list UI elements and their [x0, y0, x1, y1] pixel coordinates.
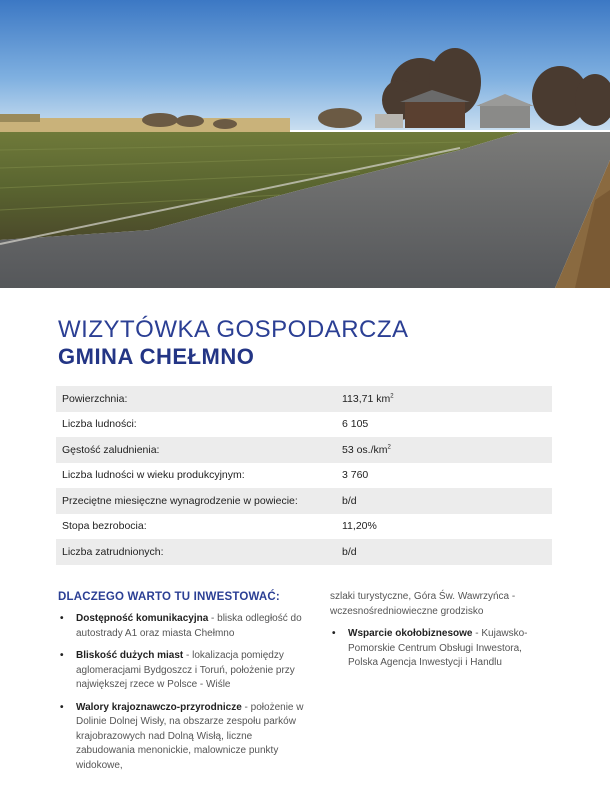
stats-row [56, 488, 552, 514]
stats-value [336, 539, 552, 565]
invest-item-title: Dostępność komunikacyjna [76, 613, 209, 624]
stats-label: Przeciętne miesięczne wynagrodzenie w powiecie: [56, 488, 336, 514]
invest-item-text: - lokalizacja pomiędzy aglomeracjami Bydgoszcz i Toruń, położenie przy największej rzece w Polsce - Wiśle [76, 650, 295, 690]
statistics-table [56, 386, 552, 565]
stats-label: Powierzchnia: [56, 386, 336, 412]
stats-value-text: 53 os./km [342, 443, 388, 456]
stats-value-text: 3 760 [342, 469, 369, 482]
invest-item [58, 649, 304, 693]
stats-row [56, 539, 552, 565]
invest-item-text: - Kujawsko-Pomorskie Centrum Obsługi Inwestora, Polska Agencja Inwestycji i Handlu [348, 628, 528, 668]
invest-heading: DLACZEGO WARTO TU INWESTOWAĆ: [58, 591, 280, 603]
stats-value [336, 514, 552, 540]
invest-item-text: - bliska odległość do autostrady A1 oraz miasta Chełmno [76, 613, 302, 639]
bullet-icon: • [60, 613, 64, 624]
invest-item-title: Wsparcie okołobiznesowe [348, 628, 473, 639]
bullet-icon: • [332, 628, 336, 639]
hero-photo [0, 0, 610, 288]
stats-row [56, 463, 552, 489]
bullet-icon: • [60, 650, 64, 661]
stats-row [56, 514, 552, 540]
invest-item [58, 612, 304, 641]
stats-value-text: b/d [342, 545, 357, 558]
invest-item-title: Bliskość dużych miast [76, 650, 184, 661]
stats-row [56, 412, 552, 438]
landscape-image [0, 0, 610, 288]
stats-label: Liczba ludności: [62, 418, 137, 431]
stats-row [56, 437, 552, 463]
stats-value-text: 11,20% [342, 520, 377, 533]
stats-label: Liczba ludności w wieku produkcyjnym: [62, 469, 245, 482]
stats-value [336, 412, 552, 438]
bullet-icon: • [60, 701, 64, 713]
stats-value-text: b/d [342, 494, 357, 507]
stats-value-superscript: 2 [390, 393, 394, 400]
stats-value-superscript: 2 [387, 444, 391, 451]
stats-label: Stopa bezrobocia: [62, 520, 147, 533]
stats-value [336, 386, 552, 412]
stats-value-text: 6 105 [342, 418, 369, 431]
stats-value [336, 463, 552, 489]
invest-continued-text: szlaki turystyczne, Góra Św. Wawrzyńca - wczesnośredniowieczne grodzisko [330, 591, 516, 617]
invest-item-text: - położenie w Dolinie Dolnej Wisły, na obszarze zespołu parków krajobrazowych nad Dolną Wisłą, liczne zabudowania menonickie, malownicze punkty widokowe, [76, 701, 304, 771]
stats-row [56, 386, 552, 412]
municipality-name: GMINA CHEŁMNO [58, 344, 255, 369]
invest-list [330, 627, 554, 671]
invest-list [58, 612, 304, 773]
stats-value [336, 488, 552, 514]
invest-column-left [58, 612, 304, 781]
page-title: WIZYTÓWKA GOSPODARCZA [58, 316, 409, 343]
stats-value [336, 437, 552, 463]
invest-item [330, 627, 554, 671]
stats-label: Liczba zatrudnionych: [56, 539, 336, 565]
stats-label: Gęstość zaludnienia: [56, 437, 336, 463]
stats-value-text: 113,71 km [342, 392, 391, 405]
invest-item-title: Walory krajoznawczo-przyrodnicze [76, 701, 242, 713]
invest-item [58, 701, 304, 774]
invest-column-right [330, 590, 554, 679]
